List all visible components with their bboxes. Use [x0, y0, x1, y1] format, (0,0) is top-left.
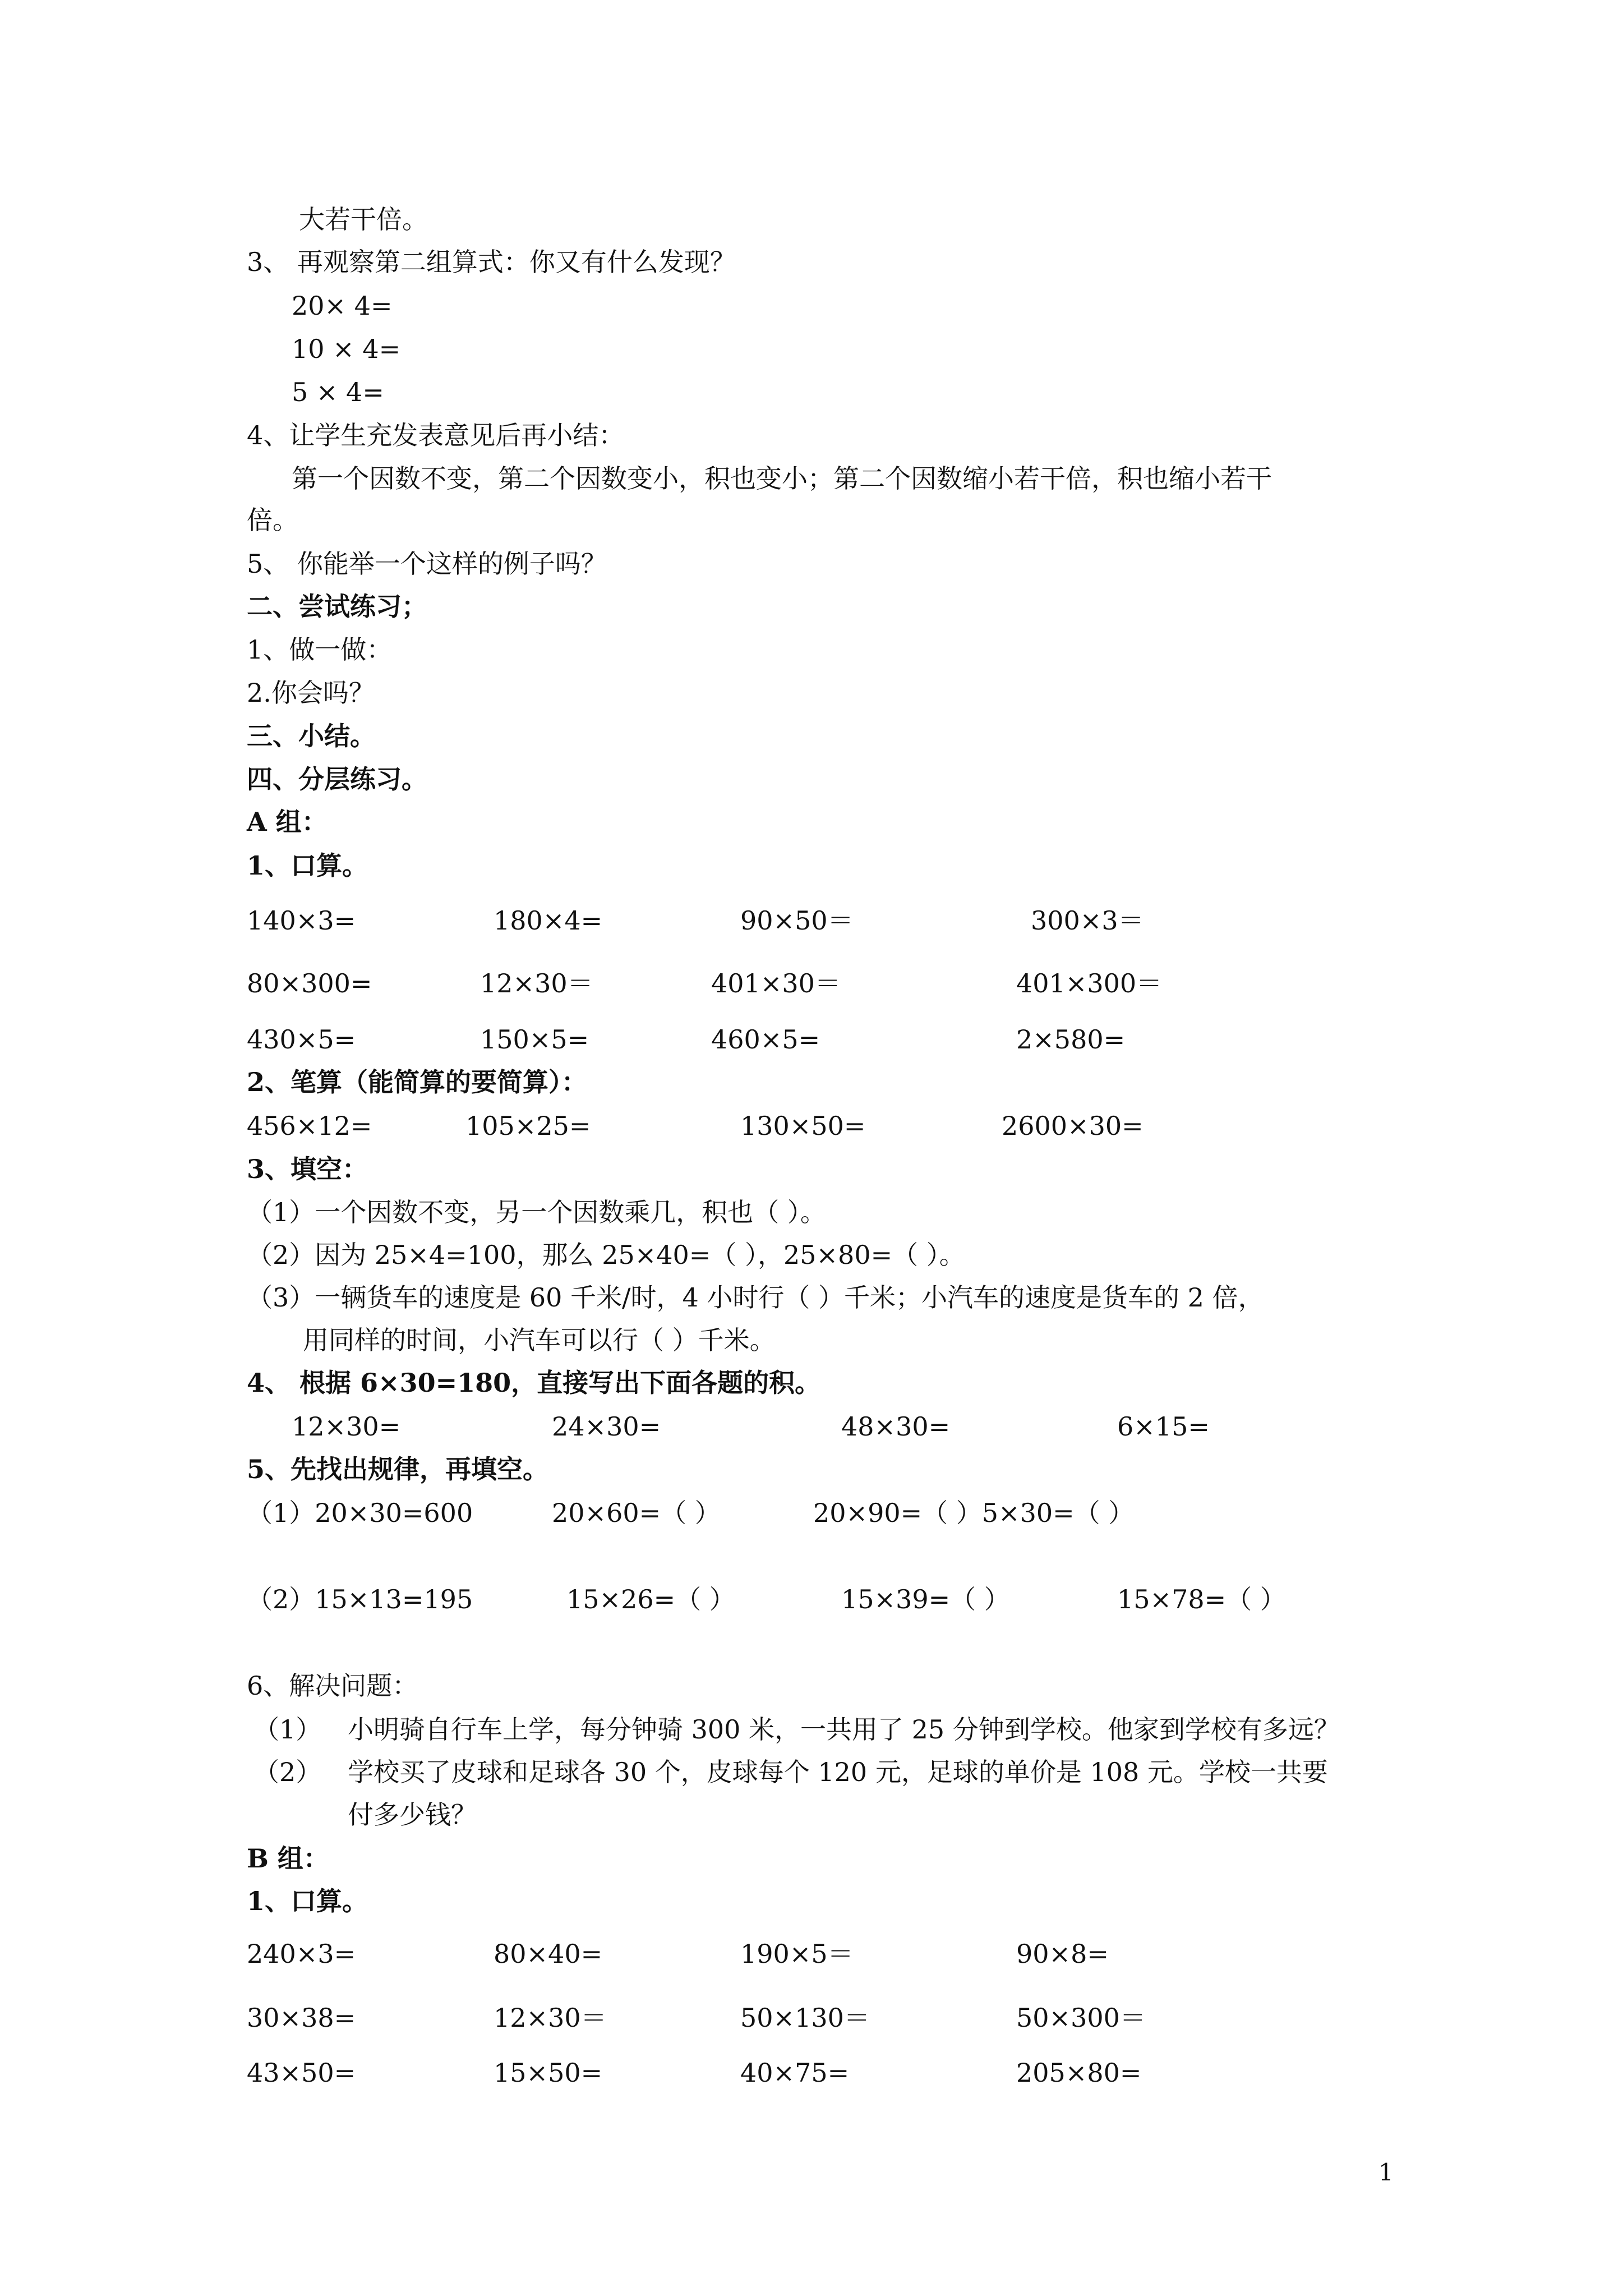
oral-item: 401×300＝ [1016, 968, 1163, 999]
oral-item: 460×5= [711, 1024, 820, 1055]
q4-item: 24×30= [552, 1411, 661, 1442]
oral-item: 80×300= [247, 968, 372, 999]
oral-item: 150×5= [480, 1024, 589, 1055]
oral-item: 80×40= [494, 1939, 603, 1969]
oral-item: 300×3＝ [1031, 905, 1144, 936]
q5-item: 15×78=（ ） [1117, 1584, 1286, 1614]
q5-item: 20×60=（ ） [552, 1498, 721, 1528]
q4-item: 12×30= [292, 1411, 401, 1442]
question-4-title: 4、 根据 6×30=180，直接写出下面各题的积。 [247, 1368, 821, 1398]
intro-line-1: 大若干倍。 [299, 204, 428, 234]
oral-item: 240×3= [247, 1939, 356, 1969]
oral-item: 2×580= [1016, 1024, 1126, 1055]
q5-item: 15×39=（ ） [841, 1584, 1010, 1614]
fill-question-3-cont: 用同样的时间，小汽车可以行（ ）千米。 [303, 1325, 776, 1355]
oral-item: 15×50= [494, 2058, 603, 2088]
intro-line-2: 3、 再观察第二组算式：你又有什么发现？ [247, 247, 736, 277]
intro-summary: 第一个因数不变，第二个因数变小，积也变小；第二个因数缩小若干倍，积也缩小若干 [292, 463, 1272, 494]
intro-line-5: 5、 你能举一个这样的例子吗？ [247, 549, 607, 579]
q6-problem-2: 学校买了皮球和足球各 30 个，皮球每个 120 元，足球的单价是 108 元。学校一共要 [348, 1757, 1328, 1787]
oral-item: 90×50＝ [740, 905, 854, 936]
q6-number-2: （2） [253, 1757, 322, 1787]
written-item: 130×50= [740, 1111, 866, 1141]
q6-problem-2-cont: 付多少钱？ [348, 1800, 477, 1830]
intro-expr-2: 10 × 4= [292, 334, 401, 364]
question-6-title: 6、解决问题： [247, 1671, 418, 1701]
fill-question-2: （2）因为 25×4=100，那么 25×40=（ ），25×80=（ ）。 [247, 1240, 965, 1270]
q5-item: （1）20×30=600 [247, 1498, 473, 1528]
oral-item: 190×5＝ [740, 1939, 854, 1969]
intro-summary-cont: 倍。 [247, 505, 298, 535]
q5-item: （2）15×13=195 [247, 1584, 473, 1614]
section-2-item-1: 1、做一做： [247, 634, 393, 665]
question-5-title: 5、先找出规律，再填空。 [247, 1454, 549, 1484]
written-item: 105×25= [465, 1111, 591, 1141]
oral-item: 30×38= [247, 2003, 356, 2033]
intro-expr-3: 5 × 4= [292, 377, 384, 407]
oral-item: 12×30＝ [480, 968, 593, 999]
oral-item: 50×130＝ [740, 2003, 870, 2033]
fill-question-3: （3）一辆货车的速度是 60 千米/时，4 小时行（ ）千米；小汽车的速度是货车的 2 倍， [247, 1282, 1264, 1313]
q6-number-1: （1） [253, 1714, 322, 1745]
oral-item: 140×3= [247, 905, 356, 936]
written-item: 456×12= [247, 1111, 372, 1141]
group-b-oral-title: 1、口算。 [247, 1886, 368, 1916]
section-2-title: 二、尝试练习； [247, 591, 427, 622]
oral-item: 40×75= [740, 2058, 850, 2088]
section-3-title: 三、小结。 [247, 721, 376, 751]
q4-item: 6×15= [1117, 1411, 1210, 1442]
oral-item: 12×30＝ [494, 2003, 607, 2033]
oral-item: 50×300＝ [1016, 2003, 1146, 2033]
group-a-label: A 组： [247, 807, 328, 837]
oral-item: 180×4= [494, 905, 603, 936]
fill-question-1: （1）一个因数不变，另一个因数乘几，积也（ ）。 [247, 1197, 826, 1227]
oral-item: 430×5= [247, 1024, 356, 1055]
page-number: 1 [1378, 2159, 1394, 2186]
oral-item: 90×8= [1016, 1939, 1109, 1969]
group-a-written-title: 2、笔算（能简算的要简算）： [247, 1067, 588, 1097]
q5-item: 20×90=（ ）5×30=（ ） [813, 1498, 1135, 1528]
group-a-fill-title: 3、填空： [247, 1154, 368, 1184]
oral-item: 401×30＝ [711, 968, 841, 999]
oral-item: 43×50= [247, 2058, 356, 2088]
group-b-label: B 组： [247, 1843, 329, 1874]
group-a-oral-title: 1、口算。 [247, 850, 368, 881]
intro-expr-1: 20× 4= [292, 291, 393, 321]
q4-item: 48×30= [841, 1411, 951, 1442]
oral-item: 205×80= [1016, 2058, 1142, 2088]
section-4-title: 四、分层练习。 [247, 764, 427, 794]
q6-problem-1: 小明骑自行车上学，每分钟骑 300 米，一共用了 25 分钟到学校。他家到学校有多远？ [348, 1714, 1340, 1745]
intro-line-3: 4、让学生充发表意见后再小结： [247, 420, 625, 450]
q5-item: 15×26=（ ） [566, 1584, 735, 1614]
written-item: 2600×30= [1002, 1111, 1144, 1141]
section-2-item-2: 2.你会吗？ [247, 678, 375, 708]
